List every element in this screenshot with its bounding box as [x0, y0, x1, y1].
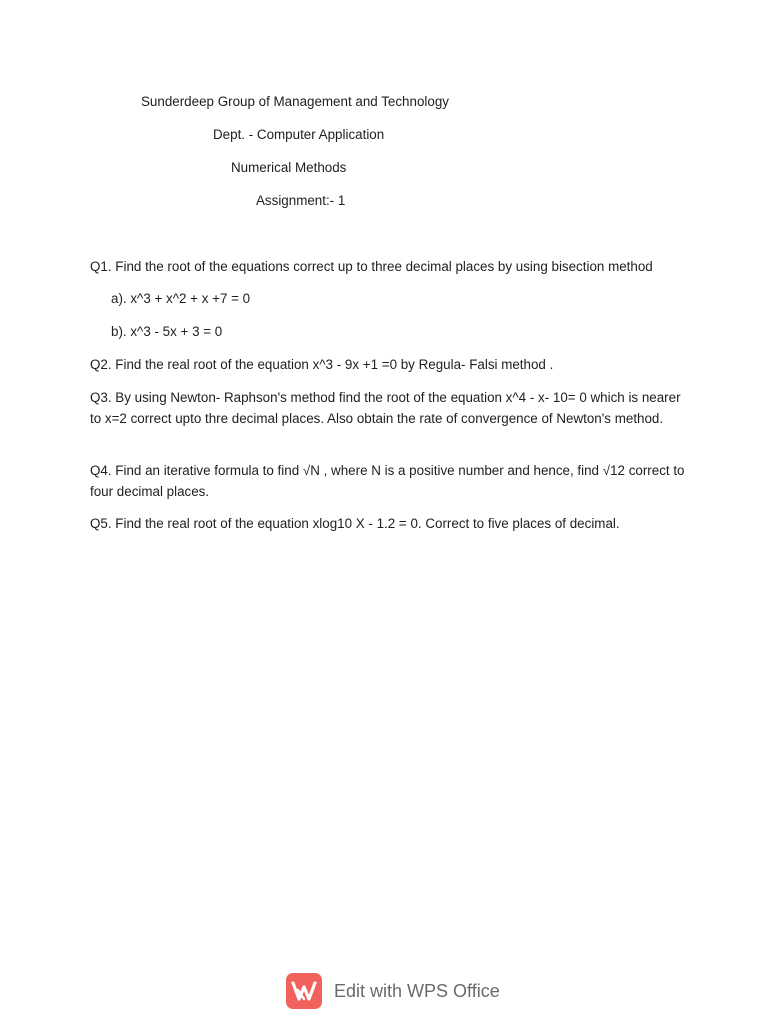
question-1-part-b: b). x^3 - 5x + 3 = 0	[111, 324, 223, 339]
question-5: Q5. Find the real root of the equation xlog10 X - 1.2 = 0. Correct to five places of decimal.	[90, 516, 620, 531]
question-3: Q3. By using Newton- Raphson's method find the root of the equation x^4 - x- 10= 0 which is nearer to x=2 correct upto thre decimal places. Also obtain the rate of convergence of Newton's method.	[90, 390, 681, 426]
institution-name: Sunderdeep Group of Management and Technology	[141, 94, 449, 109]
question-4: Q4. Find an iterative formula to find √N , where N is a positive number and hence, find √12 correct to four decimal places.	[90, 463, 685, 499]
wps-watermark[interactable]	[286, 972, 500, 1010]
wps-logo-icon	[286, 973, 322, 1009]
subject-title: Numerical Methods	[231, 160, 347, 175]
question-2: Q2. Find the real root of the equation x^3 - 9x +1 =0 by Regula- Falsi method .	[90, 357, 554, 372]
department-name: Dept. - Computer Application	[213, 127, 385, 142]
question-1-part-a: a). x^3 + x^2 + x +7 = 0	[111, 291, 251, 306]
question-1: Q1. Find the root of the equations correct up to three decimal places by using bisection method	[90, 259, 653, 274]
assignment-title: Assignment:- 1	[256, 193, 346, 208]
wps-watermark-text: Edit with WPS Office	[334, 980, 500, 1001]
